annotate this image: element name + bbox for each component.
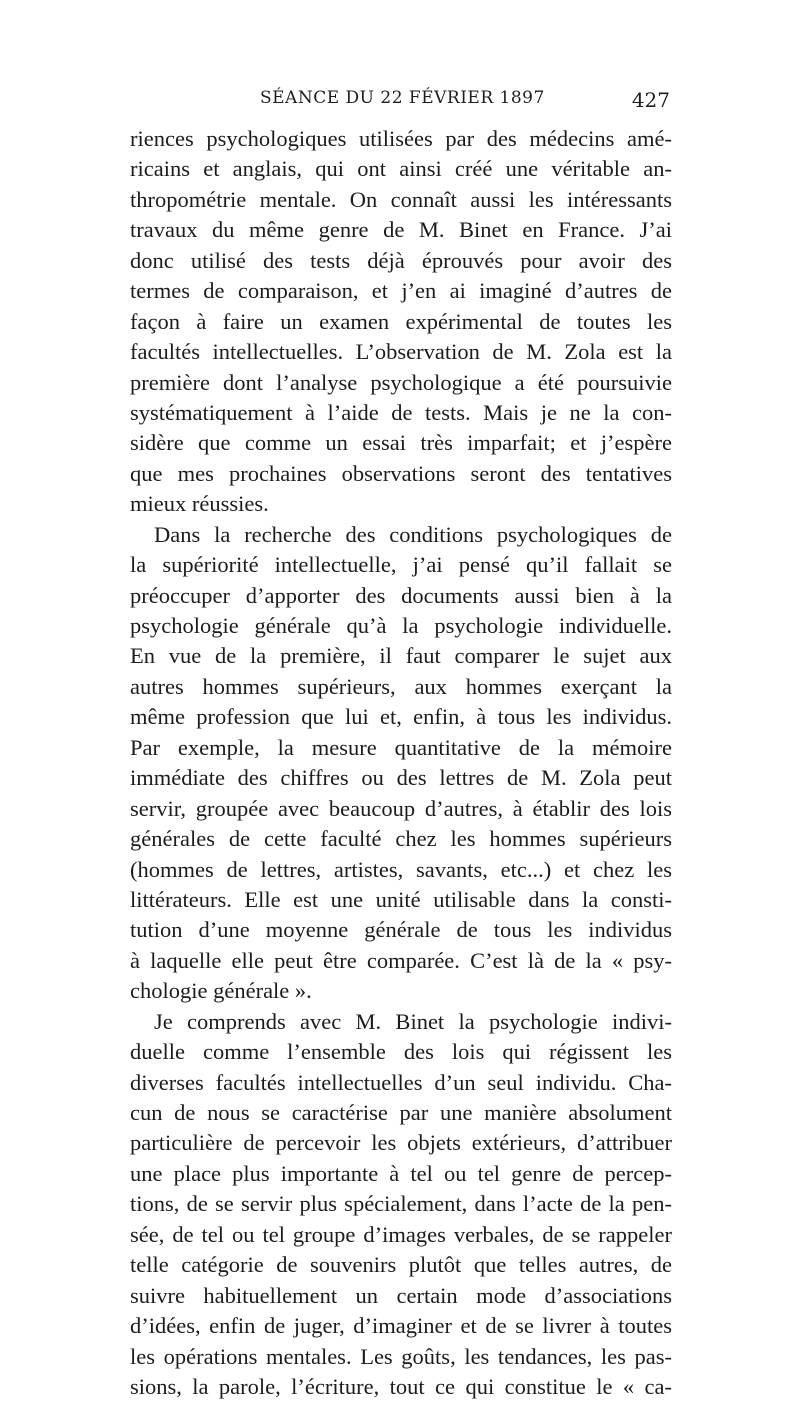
text-line: même profession que lui et, enfin, à tous les individus. [130, 704, 672, 730]
text-line: chologie générale ». [130, 978, 312, 1004]
text-line: (hommes de lettres, artistes, savants, etc...) et chez les [130, 856, 672, 882]
text-line: immédiate des chiffres ou des lettres de M. Zola peut [130, 765, 672, 791]
text-line: autres hommes supérieurs, aux hommes exerçant la [130, 673, 672, 699]
text-line: En vue de la première, il faut comparer le sujet aux [130, 643, 672, 669]
running-head: SÉANCE DU 22 FÉVRIER 1897 [260, 88, 545, 108]
page-number: 427 [631, 88, 670, 112]
text-line: diverses facultés intellectuelles d’un seul individu. Cha- [130, 1069, 672, 1095]
text-line: que mes prochaines observations seront des tentatives [130, 460, 672, 486]
text-line: systématiquement à l’aide de tests. Mais je ne la con- [130, 399, 672, 425]
text-line: duelle comme l’ensemble des lois qui régissent les [130, 1039, 672, 1065]
body-text [130, 124, 672, 1402]
text-line: psychologie générale qu’à la psychologie individuelle. [130, 613, 672, 638]
text-line: thropométrie mentale. On connaît aussi les intéressants [130, 186, 672, 212]
text-line: suivre habituellement un certain mode d’associations [130, 1282, 672, 1308]
text-line: servir, groupée avec beaucoup d’autres, à établir des lois [130, 795, 672, 821]
text-line: cun de nous se caractérise par une manière absolument [130, 1100, 672, 1125]
text-line: telle catégorie de souvenirs plutôt que telles autres, de [130, 1252, 672, 1278]
text-line: façon à faire un examen expérimental de toutes les [130, 308, 672, 334]
text-line: littérateurs. Elle est une unité utilisable dans la consti- [130, 886, 672, 912]
text-line: première dont l’analyse psychologique a été poursuivie [130, 369, 672, 395]
text-line: générales de cette faculté chez les hommes supérieurs [130, 826, 672, 852]
text-line: ricains et anglais, qui ont ainsi créé une véritable an- [130, 156, 672, 182]
paragraph-first-line: Je comprends avec M. Binet la psychologie indivi- [154, 1008, 672, 1034]
text-line: mieux réussies. [130, 491, 269, 517]
text-line: termes de comparaison, et j’en ai imaginé d’autres de [130, 278, 672, 304]
text-line: sions, la parole, l’écriture, tout ce qui constitue le « ca- [130, 1373, 672, 1399]
text-line: tions, de se servir plus spécialement, dans l’acte de la pen- [130, 1191, 672, 1217]
text-line: une place plus importante à tel ou tel genre de percep- [130, 1160, 672, 1186]
text-line: facultés intellectuelles. L’observation de M. Zola est la [130, 339, 672, 365]
text-line: riences psychologiques utilisées par des médecins amé- [130, 126, 672, 151]
text-line: Par exemple, la mesure quantitative de la mémoire [130, 734, 672, 760]
paragraph-first-line: Dans la recherche des conditions psychologiques de [154, 521, 672, 547]
page-header [130, 88, 670, 116]
text-line: à laquelle elle peut être comparée. C’est là de la « psy- [130, 947, 672, 973]
text-line: les opérations mentales. Les goûts, les tendances, les pas- [130, 1343, 672, 1369]
text-line: sidère que comme un essai très imparfait; et j’espère [130, 430, 672, 456]
text-line: donc utilisé des tests déjà éprouvés pour avoir des [130, 247, 672, 273]
text-line: préoccuper d’apporter des documents aussi bien à la [130, 582, 672, 608]
text-line: la supériorité intellectuelle, j’ai pensé qu’il fallait se [130, 552, 672, 578]
text-line: d’idées, enfin de juger, d’imaginer et de se livrer à toutes [130, 1313, 672, 1339]
text-line: travaux du même genre de M. Binet en France. J’ai [130, 217, 672, 243]
text-line: tution d’une moyenne générale de tous les individus [130, 917, 672, 943]
text-line: sée, de tel ou tel groupe d’images verbales, de se rappeler [130, 1221, 672, 1247]
text-line: particulière de percevoir les objets extérieurs, d’attribuer [130, 1130, 672, 1156]
